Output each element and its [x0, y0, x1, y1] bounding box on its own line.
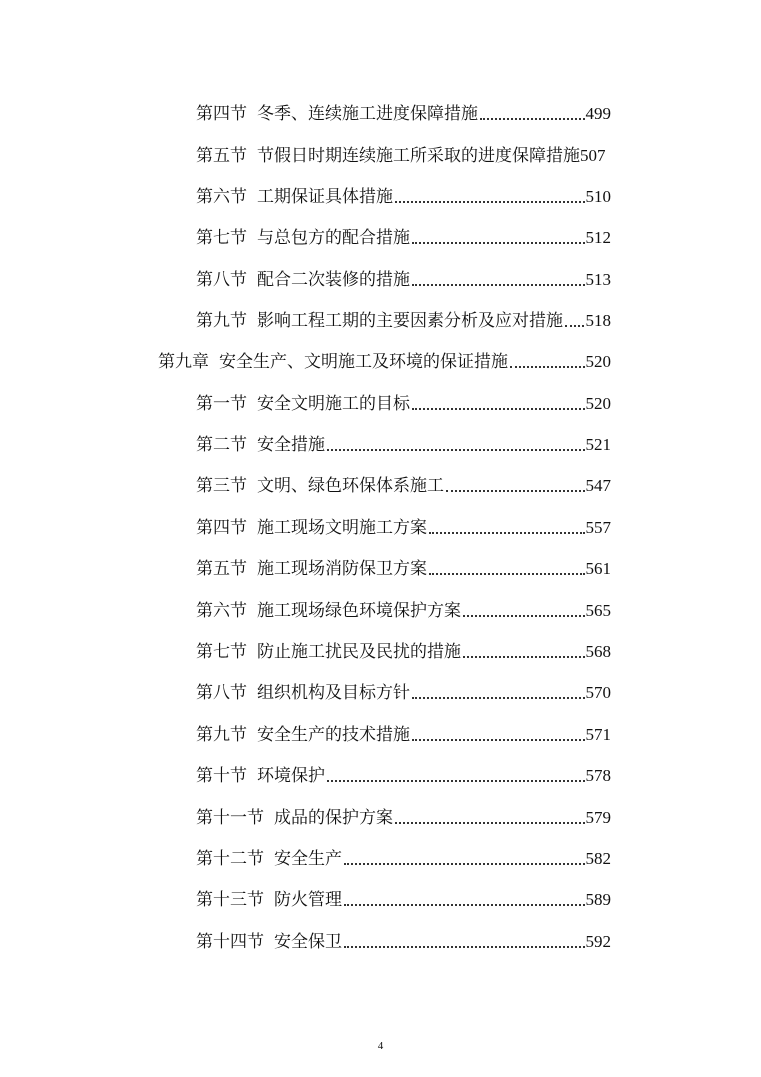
toc-entry-number: 第三节: [196, 476, 247, 496]
toc-entry-page: 578: [585, 766, 611, 785]
dot-leader: [412, 386, 585, 410]
toc-entry[interactable]: [196, 178, 611, 208]
toc-entry[interactable]: [196, 674, 611, 704]
toc-entry-page: 579: [585, 808, 611, 827]
toc-entry-number: 第九节: [196, 311, 247, 331]
toc-entry-number: 第四节: [196, 104, 247, 124]
toc-entry-title: 冬季、连续施工进度保障措施: [257, 104, 478, 124]
toc-entry-number: 第十三节: [196, 890, 264, 910]
toc-entry-title: 施工现场文明施工方案: [257, 518, 427, 538]
toc-entry-title: 安全保卫: [274, 932, 342, 952]
toc-entry-number: 第六节: [196, 187, 247, 207]
toc-entry-page: 557: [585, 518, 611, 537]
toc-entry[interactable]: [196, 716, 611, 746]
dot-leader: [463, 593, 585, 617]
dot-leader: [327, 758, 585, 782]
toc-entry-title: 安全措施: [257, 435, 325, 455]
toc-entry-number: 第八节: [196, 270, 247, 290]
dot-leader: [412, 717, 585, 741]
dot-leader: [327, 427, 585, 451]
toc-entry-page: 592: [585, 932, 611, 951]
toc-entry[interactable]: [196, 550, 611, 580]
toc-entry-page: 513: [585, 270, 611, 289]
toc-entry[interactable]: [196, 633, 611, 663]
toc-entry[interactable]: [196, 923, 611, 953]
dot-leader: [429, 510, 585, 534]
dot-leader: [480, 96, 585, 120]
toc-entry-number: 第一节: [196, 394, 247, 414]
toc-entry-title: 与总包方的配合措施: [257, 228, 410, 248]
toc-entry-page: 520: [585, 352, 611, 371]
toc-entry-page: 561: [585, 559, 611, 578]
dot-leader: [463, 634, 585, 658]
toc-entry[interactable]: [196, 592, 611, 622]
toc-entry-number: 第六节: [196, 601, 247, 621]
toc-entry-title: 工期保证具体措施: [257, 187, 393, 207]
toc-entry-number: 第十节: [196, 766, 247, 786]
toc-entry[interactable]: [196, 881, 611, 911]
dot-leader: [429, 551, 585, 575]
toc-entry-number: 第五节: [196, 559, 247, 579]
toc-chapter-entry[interactable]: [158, 343, 611, 373]
toc-entry-number: 第四节: [196, 518, 247, 538]
dot-leader: [395, 800, 585, 824]
toc-entry-number: 第九节: [196, 725, 247, 745]
dot-leader: [412, 262, 585, 286]
toc-entry[interactable]: [196, 799, 611, 829]
toc-entry-number: 第二节: [196, 435, 247, 455]
dot-leader: [565, 303, 584, 327]
toc-entry-page: 571: [585, 725, 611, 744]
toc-entry[interactable]: [196, 95, 611, 125]
toc-entry-title: 配合二次装修的措施: [257, 270, 410, 290]
toc-entry-page: 570: [585, 683, 611, 702]
toc-entry-title: 安全生产: [274, 849, 342, 869]
toc-entry-page: 589: [585, 890, 611, 909]
toc-entry-page: 499: [585, 104, 611, 123]
toc-entry-page: 521: [585, 435, 611, 454]
toc-entry-title: 节假日时期连续施工所采取的进度保障措施: [257, 146, 580, 166]
toc-entry-page: 510: [585, 187, 611, 206]
toc-entry[interactable]: [196, 509, 611, 539]
toc-entry-title: 文明、绿色环保体系施工: [257, 476, 444, 496]
toc-entry[interactable]: [196, 302, 611, 332]
toc-entry[interactable]: [196, 219, 611, 249]
toc-entry-number: 第八节: [196, 683, 247, 703]
dot-leader: [344, 882, 585, 906]
toc-entry-page: 518: [585, 311, 611, 330]
toc-entry[interactable]: [196, 385, 611, 415]
toc-entry-title: 安全生产、文明施工及环境的保证措施: [219, 352, 508, 372]
toc-entry-title: 组织机构及目标方针: [257, 683, 410, 703]
toc-entry[interactable]: [196, 137, 611, 167]
toc-entry-page: 568: [585, 642, 611, 661]
toc-entry-number: 第十二节: [196, 849, 264, 869]
toc-entry-page: 565: [585, 601, 611, 620]
dot-leader: [510, 344, 585, 368]
dot-leader: [412, 675, 585, 699]
toc-entry-number: 第十四节: [196, 932, 264, 952]
toc-entry[interactable]: [196, 426, 611, 456]
page-number: 4: [377, 1040, 384, 1052]
toc-entry-page: 582: [585, 849, 611, 868]
toc-entry-page: 547: [585, 476, 611, 495]
toc-entry[interactable]: [196, 840, 611, 870]
toc-entry-number: 第十一节: [196, 808, 264, 828]
dot-leader: [412, 220, 585, 244]
toc-entry-title: 影响工程工期的主要因素分析及应对措施: [257, 311, 563, 331]
toc-entry-title: 环境保护: [257, 766, 325, 786]
toc-entry[interactable]: [196, 757, 611, 787]
toc-entry[interactable]: [196, 467, 611, 497]
toc-entry[interactable]: [196, 261, 611, 291]
toc-entry-title: 施工现场绿色环境保护方案: [257, 601, 461, 621]
toc-entry-number: 第五节: [196, 146, 247, 166]
toc-entry-number: 第七节: [196, 642, 247, 662]
toc-entry-page: 507: [580, 146, 606, 165]
toc-entry-title: 防火管理: [274, 890, 342, 910]
toc-entry-title: 安全文明施工的目标: [257, 394, 410, 414]
dot-leader: [344, 841, 585, 865]
toc-entry-title: 防止施工扰民及民扰的措施: [257, 642, 461, 662]
dot-leader: [344, 924, 585, 948]
dot-leader: [395, 179, 585, 203]
toc-entry-number: 第七节: [196, 228, 247, 248]
toc-entry-page: 512: [585, 228, 611, 247]
dot-leader: [446, 468, 585, 492]
toc-entry-title: 施工现场消防保卫方案: [257, 559, 427, 579]
toc-entry-title: 成品的保护方案: [274, 808, 393, 828]
toc-entry-title: 安全生产的技术措施: [257, 725, 410, 745]
toc-entry-number: 第九章: [158, 352, 209, 372]
toc-entry-page: 520: [585, 394, 611, 413]
